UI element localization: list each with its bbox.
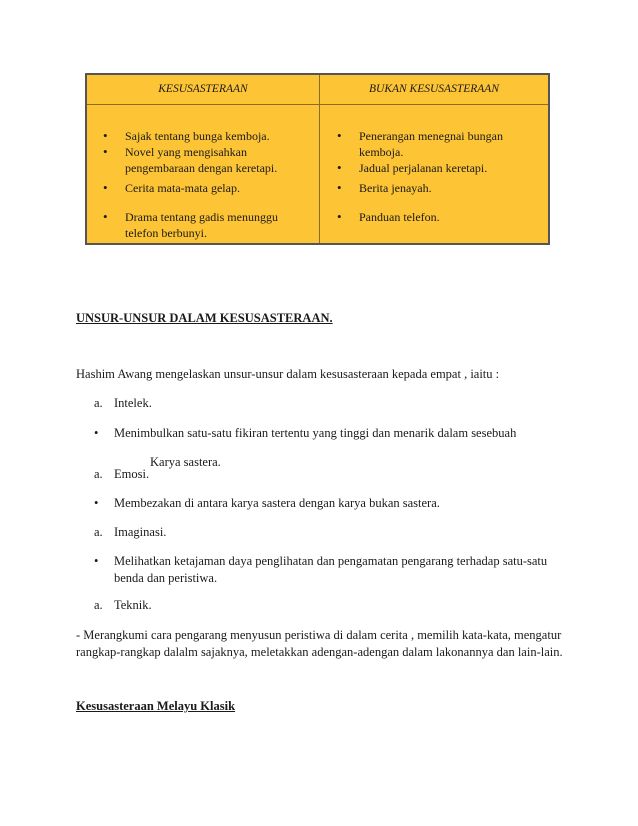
section-heading-unsur: UNSUR-UNSUR DALAM KESUSASTERAAN. (76, 311, 333, 325)
bullet-text: Menimbulkan satu-satu fikiran tertentu yang tinggi dan menarik dalam sesebuah (114, 426, 517, 440)
item-marker: a. (94, 525, 103, 539)
item-label: Imaginasi. (114, 525, 167, 539)
table-header-bukan-kesusasteraan: BUKAN KESUSASTERAAN (368, 83, 499, 95)
list-item: • Novel yang mengisahkan pengembaraan dengan keretapi. (103, 144, 303, 176)
intelek-continuation: Karya sastera. (150, 455, 221, 469)
item-label: Intelek. (114, 396, 152, 410)
bullet-icon: • (94, 496, 99, 510)
list-item: • Drama tentang gadis menunggu telefon berbunyi. (103, 209, 303, 241)
item-marker: a. (94, 396, 103, 410)
bullet-intelek-desc (94, 425, 554, 442)
bullet-text: Membezakan di antara karya sastera dengan karya bukan sastera. (114, 496, 440, 510)
bullet-imaginasi-desc (94, 553, 554, 587)
teknik-description: - Merangkumi cara pengarang menyusun peristiwa di dalam cerita , memilih kata-kata, mengatur rangkap-rangkap dalalm sajaknya, meletakkan adengan-adengan dalam lakonannya dan lain-lain. (76, 628, 563, 659)
table-header-kesusasteraan: KESUSASTERAAN (158, 83, 248, 95)
item-label: Emosi. (114, 467, 150, 481)
cell-col2-group3 (337, 209, 537, 225)
item-marker: a. (94, 598, 103, 612)
list-item: • Berita jenayah. (337, 180, 537, 196)
bullet-icon: • (94, 554, 99, 568)
item-marker: a. (94, 467, 103, 481)
cell-col2-group1 (337, 128, 537, 176)
list-item: • Sajak tentang bunga kemboja. (103, 128, 303, 144)
bullet-text: Melihatkan ketajaman daya penglihatan dan pengamatan pengarang terhadap satu-satu benda dan peristiwa. (114, 554, 548, 585)
list-item: • Cerita mata-mata gelap. (103, 180, 303, 196)
list-item: • Panduan telefon. (337, 209, 537, 225)
list-item: • Jadual perjalanan keretapi. (337, 160, 537, 176)
cell-col1-group2 (103, 180, 303, 196)
table-divider-vertical (319, 75, 320, 243)
bullet-emosi-desc (94, 495, 554, 512)
list-item: • Penerangan menegnai bungan kemboja. (337, 128, 537, 160)
cell-col1-group1 (103, 128, 303, 176)
item-label: Teknik. (114, 598, 152, 612)
cell-col2-group2 (337, 180, 537, 196)
bullet-icon: • (94, 426, 99, 440)
comparison-table (85, 73, 550, 245)
cell-col1-group3 (103, 209, 303, 241)
section-heading-klasik: Kesusasteraan Melayu Klasik (76, 699, 236, 713)
intro-paragraph: Hashim Awang mengelaskan unsur-unsur dalam kesusasteraan kepada empat , iaitu : (76, 367, 500, 381)
table-divider-horizontal (87, 104, 548, 105)
